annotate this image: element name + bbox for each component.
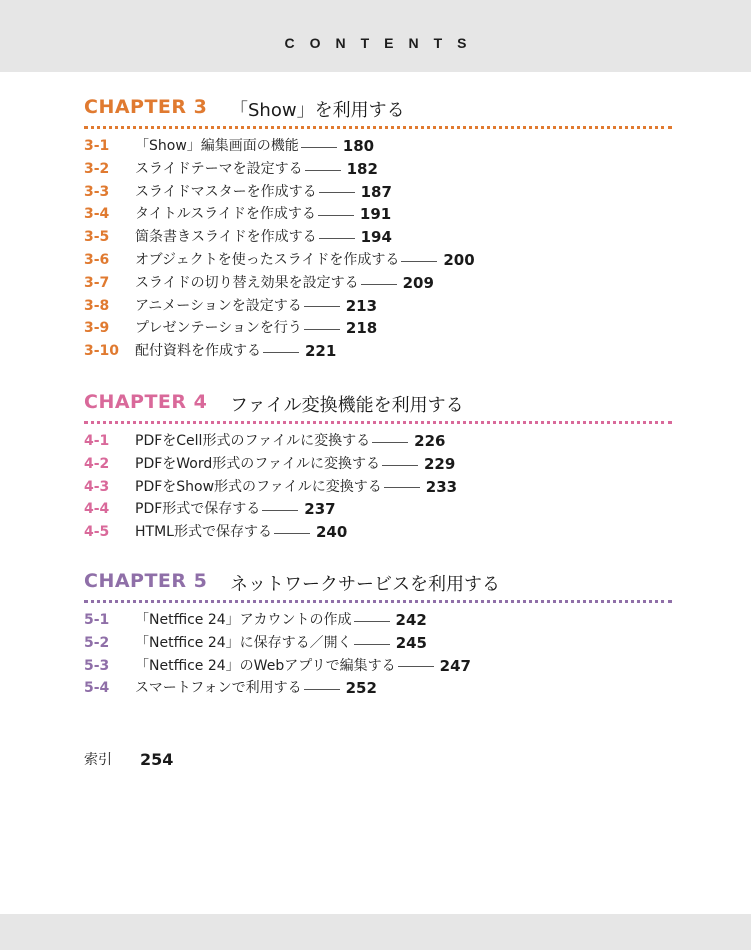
- page-number: 242: [395, 611, 427, 629]
- toc-entry[interactable]: [84, 158, 672, 181]
- toc-entry[interactable]: [84, 203, 672, 226]
- page-number: 252: [345, 679, 377, 698]
- entry-body: [135, 655, 471, 678]
- leader-line: [354, 621, 390, 622]
- chapter-label: CHAPTER 3: [84, 96, 208, 118]
- toc-entry[interactable]: [84, 498, 672, 521]
- page-number: 182: [346, 159, 378, 178]
- page-number: 209: [402, 273, 434, 292]
- entry-body: [135, 181, 392, 204]
- section-title: スライドの切り替え効果を設定する: [135, 274, 359, 291]
- entry-body: [135, 430, 445, 453]
- leader-line: [304, 329, 340, 330]
- leader-line: [304, 306, 340, 307]
- leader-line: [354, 644, 390, 645]
- leader-line: [372, 442, 408, 443]
- page-number: 229: [423, 454, 456, 473]
- section-number: 4-5: [84, 524, 110, 541]
- toc-entry[interactable]: [84, 677, 672, 700]
- chapter-4-section: [84, 391, 672, 544]
- entry-body: [135, 498, 336, 521]
- toc-entry[interactable]: [84, 249, 672, 272]
- chapter-4-heading: [84, 391, 672, 424]
- toc-entry[interactable]: [84, 430, 672, 453]
- page-number: 233: [425, 477, 458, 496]
- leader-line: [398, 666, 434, 667]
- toc-entry[interactable]: [84, 181, 672, 204]
- section-number: 3-10: [84, 343, 120, 360]
- section-title: PDFをWord形式のファイルに変換する: [135, 455, 380, 472]
- entry-body: [135, 476, 457, 499]
- page-header: [0, 0, 751, 72]
- page-number: 240: [315, 523, 348, 542]
- entry-body: [135, 295, 377, 318]
- section-title: 箇条書きスライドを作成する: [135, 229, 317, 246]
- section-title: スマートフォンで利用する: [135, 680, 302, 697]
- entry-body: [135, 135, 374, 158]
- entry-body: [135, 249, 475, 272]
- chapter-label: CHAPTER 4: [84, 391, 208, 413]
- section-number: 4-1: [84, 433, 110, 449]
- entry-body: [135, 340, 336, 363]
- section-title: 「Netffice 24」に保存する／開く: [135, 634, 352, 651]
- section-number: 5-4: [84, 680, 110, 697]
- section-number: 3-3: [84, 183, 110, 200]
- section-title: PDFをCell形式のファイルに変換する: [135, 433, 371, 449]
- chapter-4-items: [84, 430, 672, 544]
- page-number: 187: [360, 182, 392, 201]
- section-title: プレゼンテーションを行う: [135, 320, 302, 337]
- chapter-title: ネットワークサービスを利用する: [230, 574, 500, 595]
- toc-entry[interactable]: [84, 521, 672, 544]
- page-number: 226: [414, 432, 446, 450]
- section-title: PDF形式で保存する: [135, 501, 261, 518]
- entry-body: [135, 521, 347, 544]
- entry-body: [135, 158, 378, 181]
- page-number: 247: [439, 656, 471, 675]
- section-number: 3-8: [84, 297, 110, 314]
- toc-entry[interactable]: [84, 272, 672, 295]
- section-number: 4-3: [84, 478, 110, 495]
- toc-entry[interactable]: [84, 609, 672, 632]
- chapter-3-heading: [84, 96, 672, 129]
- leader-line: [304, 689, 340, 690]
- entry-body: [135, 609, 427, 632]
- entry-body: [135, 226, 392, 249]
- section-title: 「Netffice 24」のWebアプリで編集する: [135, 657, 396, 674]
- leader-line: [318, 215, 354, 216]
- section-number: 4-4: [84, 501, 110, 518]
- page-number: 245: [395, 633, 427, 652]
- chapter-5-section: [84, 570, 672, 700]
- entry-body: [135, 453, 455, 476]
- index-entry[interactable]: [84, 749, 173, 769]
- leader-line: [401, 261, 437, 262]
- section-title: 配付資料を作成する: [135, 343, 261, 360]
- leader-line: [301, 147, 337, 148]
- section-number: 5-3: [84, 657, 110, 674]
- section-title: スライドマスターを作成する: [135, 183, 317, 200]
- entry-body: [135, 317, 377, 340]
- leader-line: [382, 465, 418, 466]
- toc-entry[interactable]: [84, 317, 672, 340]
- chapter-5-items: [84, 609, 672, 700]
- leader-line: [319, 238, 355, 239]
- section-number: 5-2: [84, 634, 110, 651]
- toc-entry[interactable]: [84, 632, 672, 655]
- section-title: 「Show」編集画面の機能: [135, 138, 299, 154]
- section-title: アニメーションを設定する: [135, 297, 302, 314]
- page-number: 180: [342, 137, 375, 155]
- toc-entry[interactable]: [84, 340, 672, 363]
- leader-line: [274, 533, 310, 534]
- section-number: 3-6: [84, 251, 110, 268]
- section-title: PDFをShow形式のファイルに変換する: [135, 478, 382, 495]
- leader-line: [263, 352, 299, 353]
- entry-body: [135, 677, 377, 700]
- contents-title: CONTENTS: [284, 35, 482, 51]
- chapter-3-section: [84, 96, 672, 363]
- section-number: 3-4: [84, 206, 110, 223]
- page-number: 200: [443, 250, 475, 269]
- entry-body: [135, 203, 391, 226]
- section-number: 5-1: [84, 612, 110, 628]
- section-title: HTML形式で保存する: [135, 524, 272, 541]
- leader-line: [262, 510, 298, 511]
- page-number: 237: [304, 500, 336, 519]
- section-number: 3-1: [84, 138, 110, 154]
- chapter-title: 「Show」を利用する: [230, 100, 405, 121]
- page-number: 194: [360, 228, 392, 247]
- leader-line: [319, 192, 355, 193]
- leader-line: [361, 284, 397, 285]
- section-title: オブジェクトを使ったスライドを作成する: [135, 251, 400, 268]
- entry-body: [135, 272, 434, 295]
- chapter-label: CHAPTER 5: [84, 570, 208, 592]
- section-title: スライドテーマを設定する: [135, 160, 303, 177]
- section-number: 3-2: [84, 160, 110, 177]
- page-number: 213: [345, 296, 378, 315]
- toc-entry[interactable]: [84, 453, 672, 476]
- leader-line: [384, 487, 420, 488]
- page-number: 218: [345, 319, 378, 338]
- section-number: 3-7: [84, 274, 110, 291]
- toc-entry[interactable]: [84, 226, 672, 249]
- index-label: 索引: [84, 752, 112, 768]
- toc-entry[interactable]: [84, 655, 672, 678]
- chapter-3-items: [84, 135, 672, 363]
- section-number: 3-5: [84, 229, 110, 246]
- section-number: 3-9: [84, 320, 110, 337]
- page-number: 221: [305, 342, 337, 361]
- chapter-title: ファイル変換機能を利用する: [230, 395, 464, 416]
- toc-entry[interactable]: [84, 135, 672, 158]
- page-footer: [0, 914, 751, 950]
- leader-line: [305, 170, 341, 171]
- toc-entry[interactable]: [84, 476, 672, 499]
- section-title: タイトルスライドを作成する: [135, 206, 316, 223]
- chapter-5-heading: [84, 570, 672, 603]
- toc-entry[interactable]: [84, 295, 672, 318]
- index-page-number: 254: [140, 749, 174, 769]
- section-title: 「Netffice 24」アカウントの作成: [135, 612, 352, 628]
- entry-body: [135, 632, 427, 655]
- section-number: 4-2: [84, 455, 110, 472]
- page-number: 191: [359, 205, 392, 224]
